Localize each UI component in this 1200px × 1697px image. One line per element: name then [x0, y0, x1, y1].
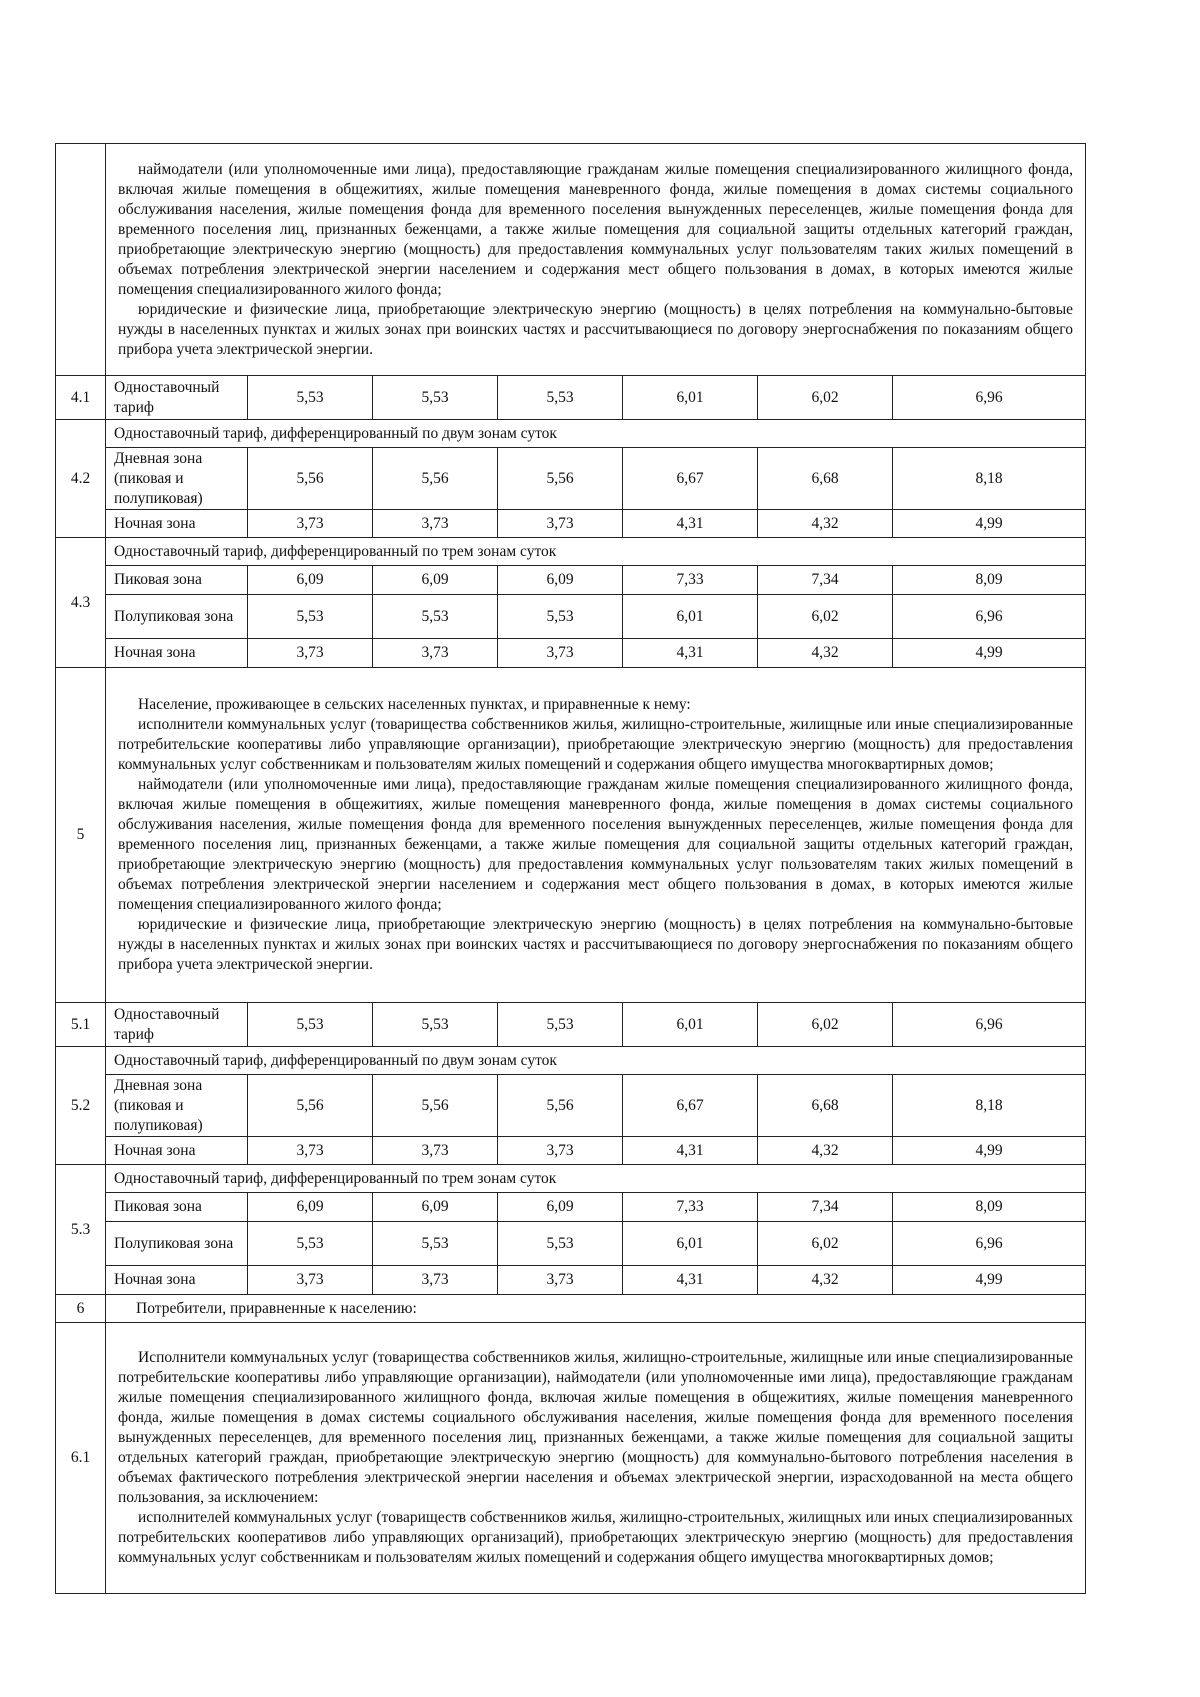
tariff-value: 7,34: [758, 566, 893, 595]
consumer-description-cell: [106, 668, 1086, 1003]
tariff-value: 6,09: [248, 566, 373, 595]
table-row-4-3-peak: [56, 566, 1086, 595]
zone-label: Полупиковая зона: [106, 595, 248, 639]
tariff-value: 6,67: [623, 1075, 758, 1137]
tariff-value: 4,32: [758, 639, 893, 668]
paragraph: исполнители коммунальных услуг (товарищества собственников жилья, жилищно-строительные, жилищные или иные специализированные потребительские кооперативы либо управляющие организации), приобретающие электрическую энергию (мощность) для предоставления коммунальных услуг собственникам и пользователям жилых помещений и содержания общего имущества многоквартирных домов;: [118, 716, 1073, 773]
row-number: 5.1: [56, 1003, 106, 1047]
zone-label: Ночная зона: [106, 1266, 248, 1295]
tariff-group-header: Одноставочный тариф, дифференцированный по двум зонам суток: [106, 420, 1086, 448]
tariff-value: 5,53: [248, 595, 373, 639]
tariff-value: 6,96: [893, 1222, 1086, 1266]
tariff-value: 3,73: [373, 1137, 498, 1165]
table-row-5-2-night: [56, 1137, 1086, 1165]
paragraph: Население, проживающее в сельских населенных пунктах, и приравненные к нему:: [138, 696, 691, 713]
tariff-label: Одноставочный тариф: [106, 376, 248, 420]
tariff-value: 4,31: [623, 1137, 758, 1165]
consumer-description-cell: [106, 144, 1086, 376]
row-number: 4.2: [56, 420, 106, 538]
tariff-value: 8,09: [893, 1193, 1086, 1222]
table-row-5-3-semipeak: [56, 1222, 1086, 1266]
zone-label: Ночная зона: [106, 1137, 248, 1165]
row-number-cell: [56, 144, 106, 376]
zone-label: Пиковая зона: [106, 566, 248, 595]
tariff-value: 3,73: [248, 510, 373, 538]
tariff-value: 8,09: [893, 566, 1086, 595]
tariff-value: 3,73: [498, 639, 623, 668]
tariff-value: 5,56: [373, 448, 498, 510]
tariff-value: 4,99: [893, 1266, 1086, 1295]
row-number: 5.2: [56, 1047, 106, 1165]
tariff-value: 3,73: [373, 510, 498, 538]
tariff-value: 8,18: [893, 448, 1086, 510]
tariff-value: 5,53: [248, 1222, 373, 1266]
tariff-value: 4,32: [758, 1137, 893, 1165]
table-row-5-1: [56, 1003, 1086, 1047]
tariff-value: 6,01: [623, 376, 758, 420]
tariff-value: 4,32: [758, 510, 893, 538]
tariff-value: 5,53: [248, 376, 373, 420]
table-row-5-3-night: [56, 1266, 1086, 1295]
tariff-value: 6,09: [248, 1193, 373, 1222]
tariff-value: 6,09: [373, 1193, 498, 1222]
zone-label: Ночная зона: [106, 639, 248, 668]
tariff-value: 6,68: [758, 1075, 893, 1137]
tariff-value: 6,68: [758, 448, 893, 510]
tariff-value: 6,09: [498, 1193, 623, 1222]
tariff-value: 5,53: [373, 376, 498, 420]
consumer-group-title: [106, 1295, 1086, 1323]
table-row-4-3-header: [56, 538, 1086, 566]
paragraph: наймодатели (или уполномоченные ими лица), предоставляющие гражданам жилые помещения специализированного жилищного фонда, включая жилые помещения в общежитиях, жилые помещения маневренного фонда, жилые помещения в домах системы социального обслуживания населения, жилые помещения фонда для временного поселения вынужденных переселенцев, жилые помещения фонда для временного поселения лиц, признанных беженцами, а также жилые помещения для социальной защиты отдельных категорий граждан, приобретающие электрическую энергию (мощность) для предоставления коммунальных услуг пользователям таких жилых помещений в объемах потребления электрической энергии населением и содержания мест общего пользования в домах, в которых имеются жилые помещения специализированного жилого фонда;: [118, 776, 1073, 913]
tariff-table: [55, 143, 1086, 1594]
tariff-value: 6,01: [623, 1003, 758, 1047]
table-row-5-3-header: [56, 1165, 1086, 1193]
tariff-value: 6,02: [758, 1222, 893, 1266]
row-number: 4.1: [56, 376, 106, 420]
tariff-group-header: Одноставочный тариф, дифференцированный по трем зонам суток: [106, 538, 1086, 566]
tariff-group-header: Одноставочный тариф, дифференцированный по двум зонам суток: [106, 1047, 1086, 1075]
table-row-4-2-day: [56, 448, 1086, 510]
tariff-value: 6,09: [498, 566, 623, 595]
tariff-group-header: Одноставочный тариф, дифференцированный по трем зонам суток: [106, 1165, 1086, 1193]
table-row-6-1: [56, 1323, 1086, 1594]
table-row-4-2-header: [56, 420, 1086, 448]
tariff-value: 5,53: [373, 1003, 498, 1047]
paragraph: исполнителей коммунальных услуг (товариществ собственников жилья, жилищно-строительных, жилищных или иных специализированных потребительских кооперативов либо управляющих организаций), приобретающих электрическую энергию (мощность) для предоставления коммунальных услуг собственникам и пользователям жилых помещений и содержания общего имущества многоквартирных домов;: [118, 1509, 1073, 1566]
table-row-5: [56, 668, 1086, 1003]
table-row-6: [56, 1295, 1086, 1323]
zone-label: Пиковая зона: [106, 1193, 248, 1222]
tariff-label: Одноставочный тариф: [106, 1003, 248, 1047]
tariff-value: 5,53: [248, 1003, 373, 1047]
tariff-value: 5,53: [498, 1003, 623, 1047]
tariff-value: 5,53: [498, 1222, 623, 1266]
tariff-value: 4,32: [758, 1266, 893, 1295]
consumer-description-cell: [106, 1323, 1086, 1594]
tariff-value: 7,33: [623, 1193, 758, 1222]
row-number: 5.3: [56, 1165, 106, 1295]
tariff-value: 8,18: [893, 1075, 1086, 1137]
tariff-value: 4,31: [623, 510, 758, 538]
tariff-value: 6,09: [373, 566, 498, 595]
row-number: 4.3: [56, 538, 106, 668]
paragraph: наймодатели (или уполномоченные ими лица), предоставляющие гражданам жилые помещения специализированного жилищного фонда, включая жилые помещения в общежитиях, жилые помещения маневренного фонда, жилые помещения в домах системы социального обслуживания населения, жилые помещения фонда для временного поселения вынужденных переселенцев, жилые помещения фонда для временного поселения лиц, признанных беженцами, а также жилые помещения для социальной защиты отдельных категорий граждан, приобретающие электрическую энергию (мощность) для предоставления коммунальных услуг пользователям таких жилых помещений в объемах потребления электрической энергии населением и содержания мест общего пользования в домах, в которых имеются жилые помещения специализированного жилого фонда;: [118, 160, 1073, 298]
tariff-value: 4,99: [893, 510, 1086, 538]
row-number: 6: [56, 1295, 106, 1323]
tariff-value: 3,73: [498, 1137, 623, 1165]
zone-label: Дневная зона (пиковая и полупиковая): [106, 1075, 248, 1137]
zone-label: Ночная зона: [106, 510, 248, 538]
table-row-4-1: [56, 376, 1086, 420]
tariff-value: 4,31: [623, 639, 758, 668]
tariff-value: 3,73: [498, 1266, 623, 1295]
tariff-value: 4,31: [623, 1266, 758, 1295]
table-row-4-3-semipeak: [56, 595, 1086, 639]
tariff-value: 6,01: [623, 1222, 758, 1266]
table-row-5-2-header: [56, 1047, 1086, 1075]
tariff-value: 3,73: [498, 510, 623, 538]
tariff-value: 5,56: [248, 1075, 373, 1137]
tariff-value: 5,56: [498, 1075, 623, 1137]
row-number: 6.1: [56, 1323, 106, 1594]
tariff-value: 3,73: [373, 639, 498, 668]
consumer-group-title-text: Потребители, приравненные к населению:: [136, 1299, 417, 1317]
tariff-value: 6,01: [623, 595, 758, 639]
tariff-value: 6,67: [623, 448, 758, 510]
tariff-value: 6,96: [893, 1003, 1086, 1047]
tariff-value: 3,73: [248, 1266, 373, 1295]
tariff-document-page: [55, 143, 1085, 1594]
tariff-value: 4,99: [893, 1137, 1086, 1165]
paragraph: Исполнители коммунальных услуг (товарищества собственников жилья, жилищно-строительные, жилищные или иные специализированные потребительские кооперативы либо управляющие организации), наймодатели (или уполномоченные ими лица), предоставляющие гражданам жилые помещения специализированного жилищного фонда, включая жилые помещения в общежитиях, жилые помещения маневренного фонда, жилые помещения в домах системы социального обслуживания населения, жилые помещения фонда для временного поселения вынужденных переселенцев, для временного поселения лиц, признанных беженцами, а также жилые помещения для социальной защиты отдельных категорий граждан, приобретающие электрическую энергию (мощность) для коммунально-бытового потребления населения в объемах фактического потребления электрической энергии населения и объемах электрической энергии, израсходованной на места общего пользования, за исключением:: [118, 1349, 1073, 1506]
tariff-value: 5,56: [373, 1075, 498, 1137]
tariff-value: 3,73: [373, 1266, 498, 1295]
tariff-value: 7,34: [758, 1193, 893, 1222]
tariff-value: 5,53: [373, 1222, 498, 1266]
tariff-value: 5,53: [498, 595, 623, 639]
zone-label: Полупиковая зона: [106, 1222, 248, 1266]
tariff-value: 3,73: [248, 639, 373, 668]
table-row-5-2-day: [56, 1075, 1086, 1137]
tariff-value: 6,02: [758, 1003, 893, 1047]
tariff-value: 6,02: [758, 595, 893, 639]
paragraph: юридические и физические лица, приобретающие электрическую энергию (мощность) в целях потребления на коммунально-бытовые нужды в населенных пунктах и жилых зонах при воинских частях и рассчитывающиеся по договору энергоснабжения по показаниям общего прибора учета электрической энергии.: [118, 300, 1073, 358]
tariff-value: 6,96: [893, 595, 1086, 639]
tariff-value: 5,53: [498, 376, 623, 420]
table-row-4-3-night: [56, 639, 1086, 668]
tariff-value: 5,56: [248, 448, 373, 510]
tariff-value: 3,73: [248, 1137, 373, 1165]
tariff-value: 5,56: [498, 448, 623, 510]
tariff-value: 6,02: [758, 376, 893, 420]
tariff-value: 4,99: [893, 639, 1086, 668]
table-row-5-3-peak: [56, 1193, 1086, 1222]
tariff-value: 6,96: [893, 376, 1086, 420]
zone-label: Дневная зона (пиковая и полупиковая): [106, 448, 248, 510]
tariff-value: 7,33: [623, 566, 758, 595]
paragraph: юридические и физические лица, приобретающие электрическую энергию (мощность) в целях потребления на коммунально-бытовые нужды в населенных пунктах и жилых зонах при воинских частях и рассчитывающиеся по договору энергоснабжения по показаниям общего прибора учета электрической энергии.: [118, 916, 1073, 973]
row-number: 5: [56, 668, 106, 1003]
table-row-4-continuation: [56, 144, 1086, 376]
table-row-4-2-night: [56, 510, 1086, 538]
tariff-value: 5,53: [373, 595, 498, 639]
